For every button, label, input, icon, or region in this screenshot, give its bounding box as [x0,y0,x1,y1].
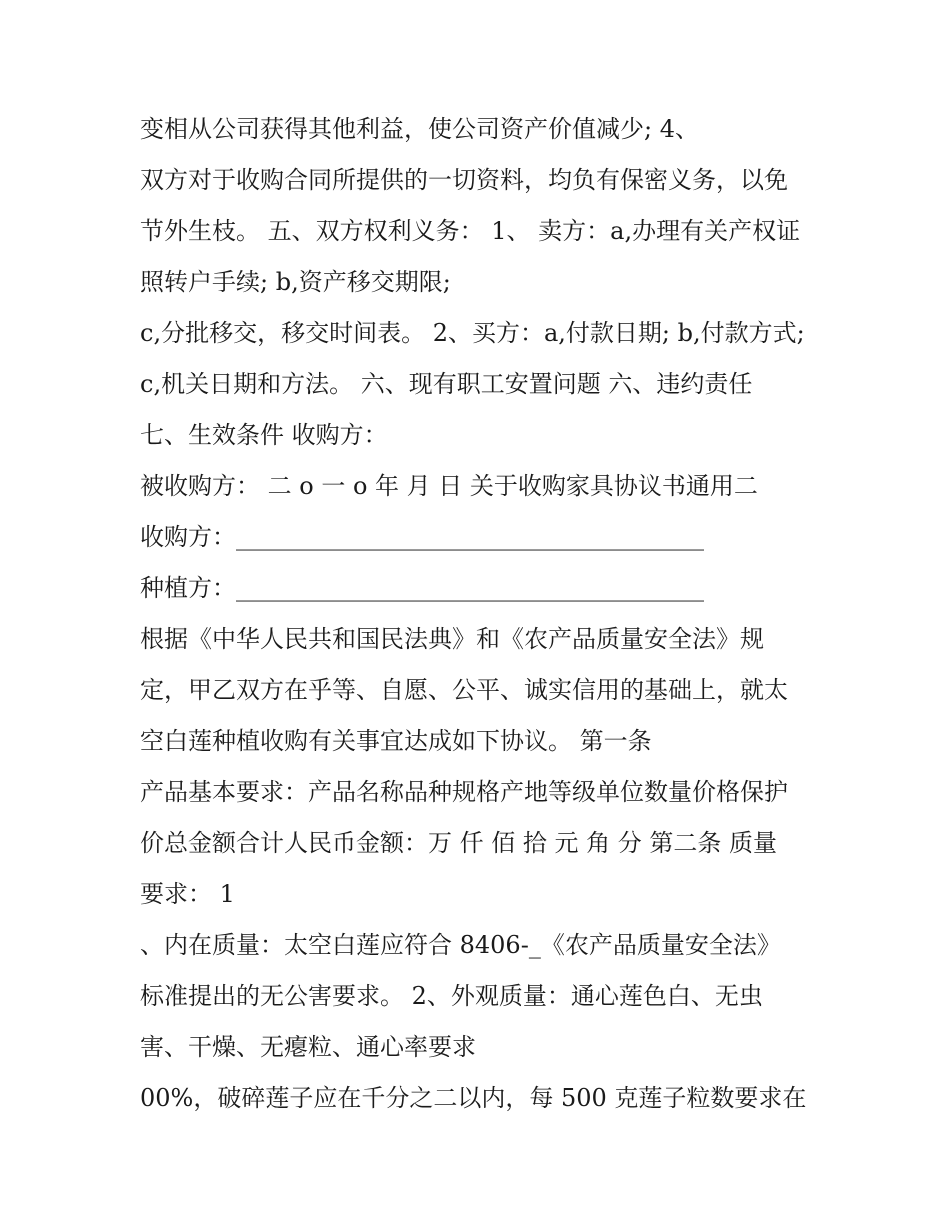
text-line: 标准提出的无公害要求。 2、外观质量：通心莲色白、无虫 [140,982,763,1010]
text-line: 节外生枝。 五、双方权利义务： 1、 卖方：a,办理有关产权证 [140,217,801,245]
signature-line-grower: 种植方：_______________________________________ [140,574,704,602]
text-line: 产品基本要求：产品名称品种规格产地等级单位数量价格保护 [140,778,788,806]
text-line: 害、干燥、无瘪粒、通心率要求 [140,1033,476,1061]
text-line: 双方对于收购合同所提供的一切资料，均负有保密义务，以免 [140,166,788,194]
text-line: c,机关日期和方法。 六、现有职工安置问题 六、违约责任 [140,370,753,398]
text-line: 要求： 1 [140,880,235,908]
text-line: 变相从公司获得其他利益，使公司资产价值减少; 4、 [140,115,699,143]
text-line: 被收购方： 二 o 一 o 年 月 日 关于收购家具协议书通用二 [140,472,758,500]
text-line: 根据《中华人民共和国民法典》和《农产品质量安全法》规 [140,625,764,653]
text-line: 价总金额合计人民币金额：万 仟 佰 拾 元 角 分 第二条 质量 [140,829,778,857]
text-line: 空白莲种植收购有关事宜达成如下协议。 第一条 [140,727,652,755]
text-line: 照转户手续; b,资产移交期限; [140,268,451,296]
text-line: 七、生效条件 收购方： [140,421,388,449]
text-line: 定，甲乙双方在乎等、自愿、公平、诚实信用的基础上，就太 [140,676,788,704]
text-line: c,分批移交，移交时间表。 2、买方：a,付款日期; b,付款方式; [140,319,805,347]
text-line: 、内在质量：太空白莲应符合 8406-_《农产品质量安全法》 [140,931,781,959]
document-body [140,104,830,1124]
signature-line-buyer: 收购方：_______________________________________ [140,523,704,551]
text-line: 00%，破碎莲子应在千分之二以内，每 500 克莲子粒数要求在 [140,1084,807,1112]
